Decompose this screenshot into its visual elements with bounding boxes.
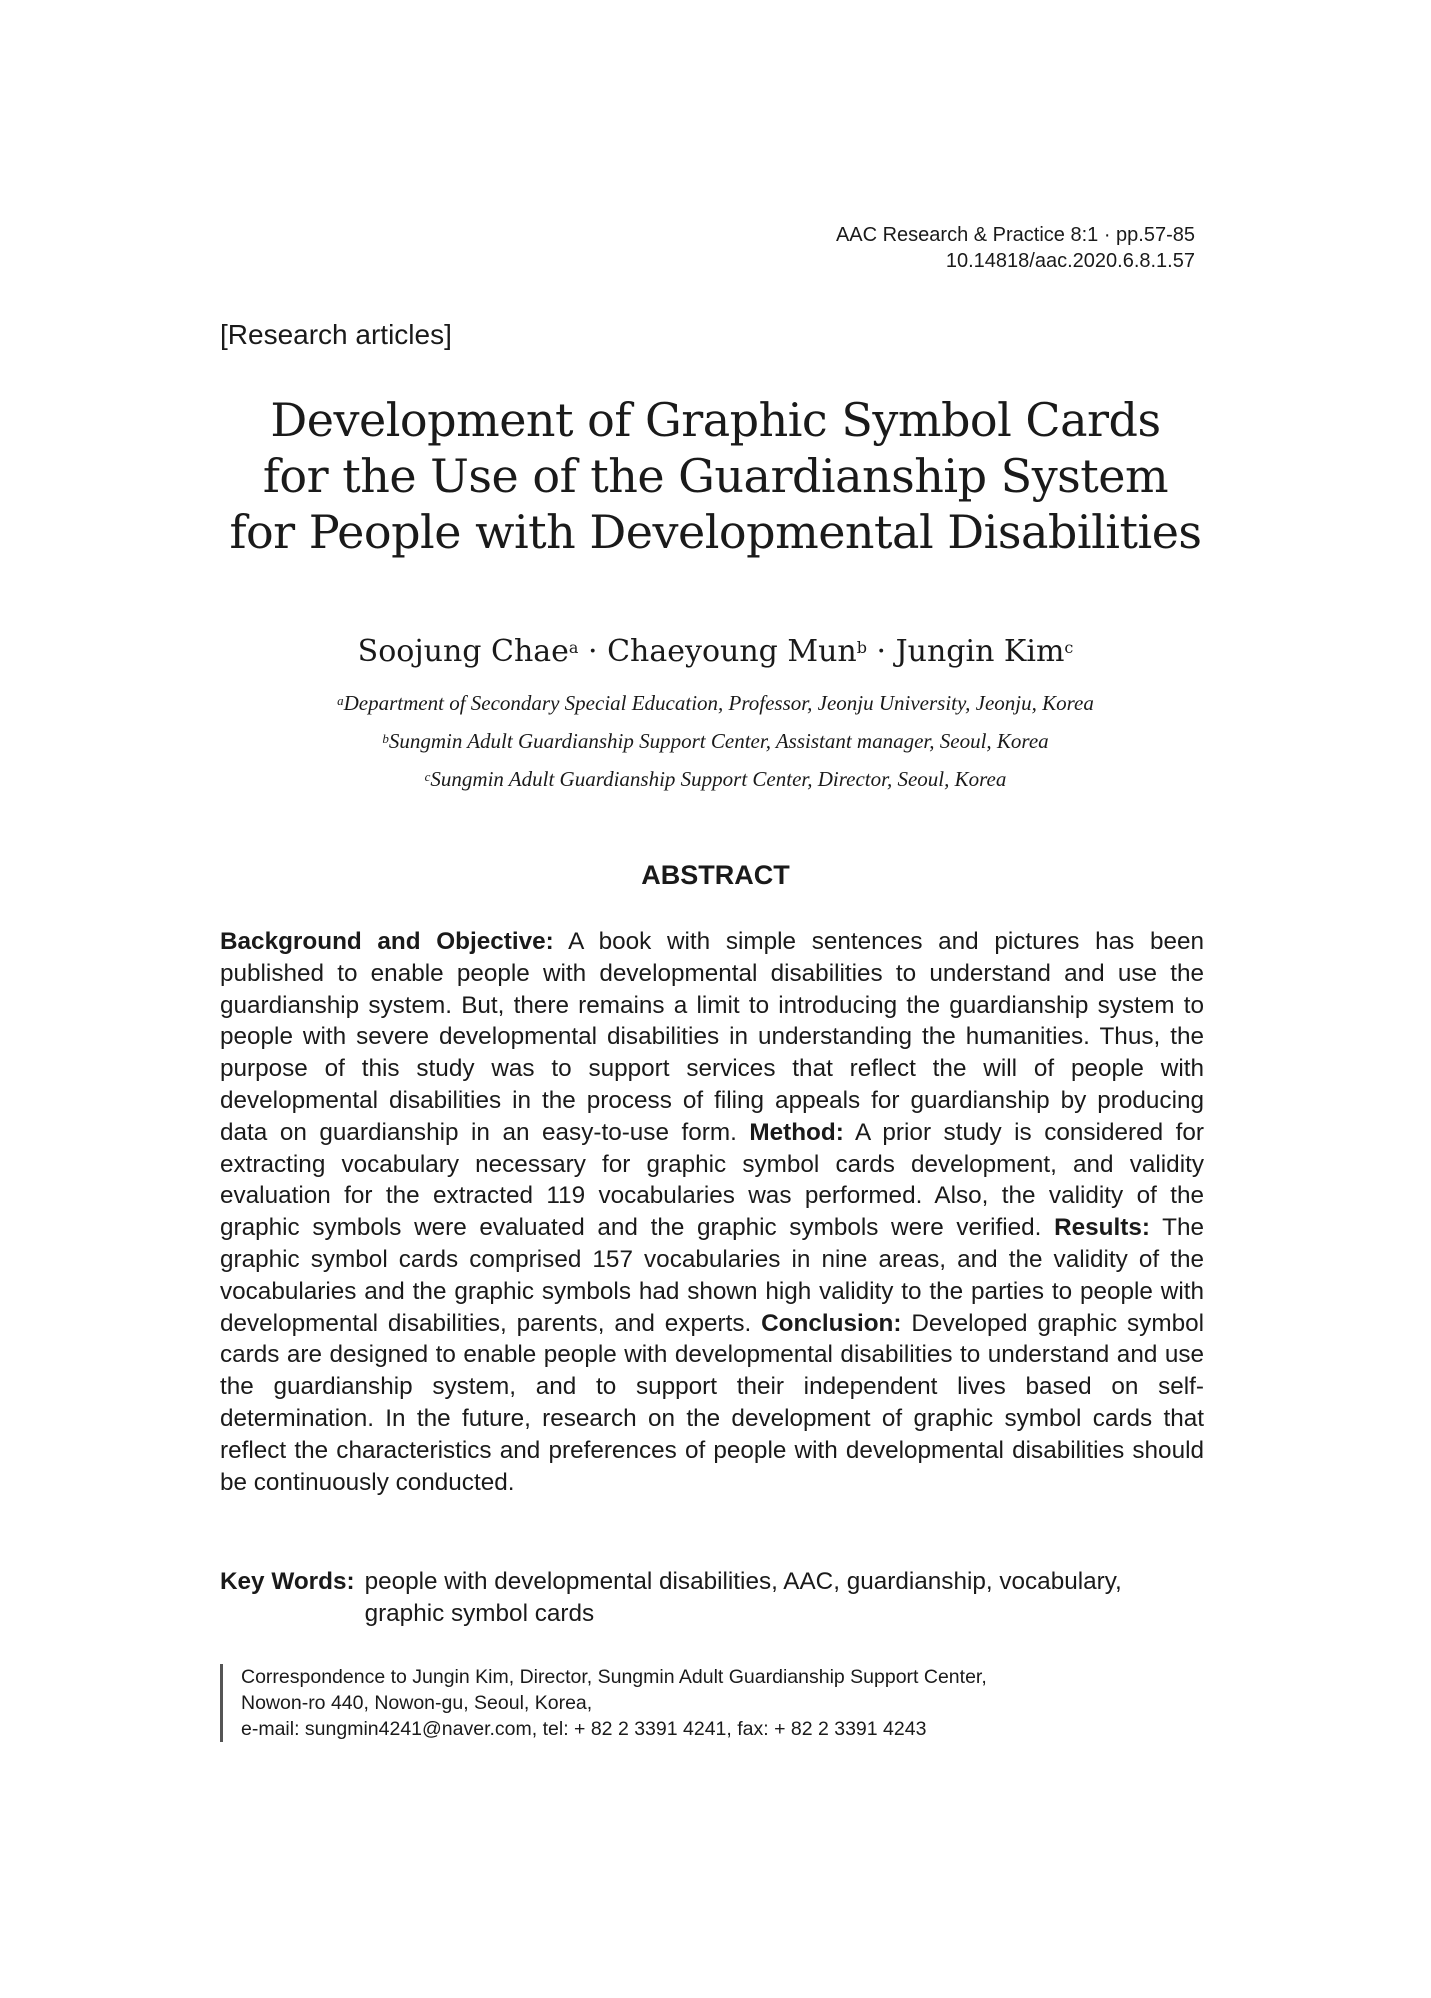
author-mark: c	[1064, 638, 1074, 657]
conclusion-text: Developed graphic symbol cards are designed to enable people with developmental disabilities to understand and use the guardianship system, and to support their independent lives based on self-determination. In the future, research on the development of graphic symbol cards that reflect the characteristics and preferences of people with developmental disabilities should be continuously conducted.	[220, 1309, 1204, 1496]
author-mark: a	[568, 638, 579, 657]
conclusion-label: Conclusion:	[761, 1309, 902, 1337]
title-line-3: for People with Developmental Disabilities	[229, 505, 1202, 559]
keywords-label: Key Words:	[220, 1568, 355, 1595]
correspondence-line-3: e-mail: sungmin4241@naver.com, tel: + 82 2 3391 4241, fax: + 82 2 3391 4243	[241, 1718, 927, 1740]
method-text: A prior study is considered for extracting vocabulary necessary for graphic symbol cards development, and validity evaluation for the extracted 119 vocabularies was performed. Also, the validity of the graphic symbols were evaluated and the graphic symbols were verified.	[220, 1118, 1204, 1242]
affiliation-item	[160, 722, 1271, 760]
affiliation-mark: a	[337, 693, 344, 708]
abstract-heading: ABSTRACT	[641, 860, 790, 890]
title-line-1: Development of Graphic Symbol Cards	[270, 393, 1161, 447]
affiliation-list	[160, 684, 1271, 798]
abstract-body	[220, 926, 1204, 1498]
author-separator: ·	[578, 634, 608, 669]
author-name: Chaeyoung Mun	[607, 634, 857, 669]
affiliation-item	[160, 684, 1271, 722]
author-mark: b	[856, 638, 867, 657]
affiliation-mark: c	[424, 769, 431, 784]
correspondence-line-1: Correspondence to Jungin Kim, Director, Sungmin Adult Guardianship Support Center,	[241, 1666, 987, 1688]
author-name: Jungin Kim	[895, 634, 1065, 669]
affiliation-mark: b	[382, 731, 389, 746]
affiliation-item	[160, 760, 1271, 798]
correspondence-line-2: Nowon-ro 440, Nowon-gu, Seoul, Korea,	[241, 1692, 593, 1714]
journal-doi: 10.14818/aac.2020.6.8.1.57	[945, 250, 1195, 272]
paper-title	[160, 392, 1271, 560]
affiliation-text: Department of Secondary Special Education, Professor, Jeonju University, Jeonju, Korea	[343, 691, 1094, 715]
correspondence-note	[220, 1664, 1141, 1742]
affiliation-text: Sungmin Adult Guardianship Support Center, Assistant manager, Seoul, Korea	[388, 729, 1049, 753]
keywords-text: people with developmental disabilities, AAC, guardianship, vocabulary, graphic symbol cards	[364, 1568, 1122, 1627]
results-label: Results:	[1054, 1214, 1150, 1242]
results-text: The graphic symbol cards comprised 157 vocabularies in nine areas, and the validity of the vocabularies and the graphic symbols had shown high validity to the parties to people with developmental disabilities, parents, and experts.	[220, 1214, 1205, 1337]
section-label: [Research articles]	[220, 319, 452, 350]
title-line-2: for the Use of the Guardianship System	[262, 449, 1169, 503]
affiliation-text: Sungmin Adult Guardianship Support Center, Director, Seoul, Korea	[430, 767, 1007, 791]
author-name: Soojung Chae	[357, 634, 569, 669]
author-separator: ·	[867, 634, 896, 669]
keywords	[220, 1566, 1204, 1630]
background-label: Background and Objective:	[220, 928, 554, 955]
background-text: A book with simple sentences and pictures has been published to enable people with developmental disabilities to understand and use the guardianship system. But, there remains a limit to introducing the guardianship system to people with severe developmental disabilities in understanding the humanities. Thus, the purpose of this study was to support services that reflect the will of people with developmental disabilities in the process of filing appeals for guardianship by producing data on guardianship in an easy-to-use form.	[220, 928, 1205, 1146]
journal-citation: AAC Research & Practice 8:1 · pp.57-85	[835, 224, 1195, 246]
author-list	[160, 632, 1271, 672]
journal-info	[836, 222, 1195, 274]
method-label: Method:	[749, 1118, 844, 1146]
